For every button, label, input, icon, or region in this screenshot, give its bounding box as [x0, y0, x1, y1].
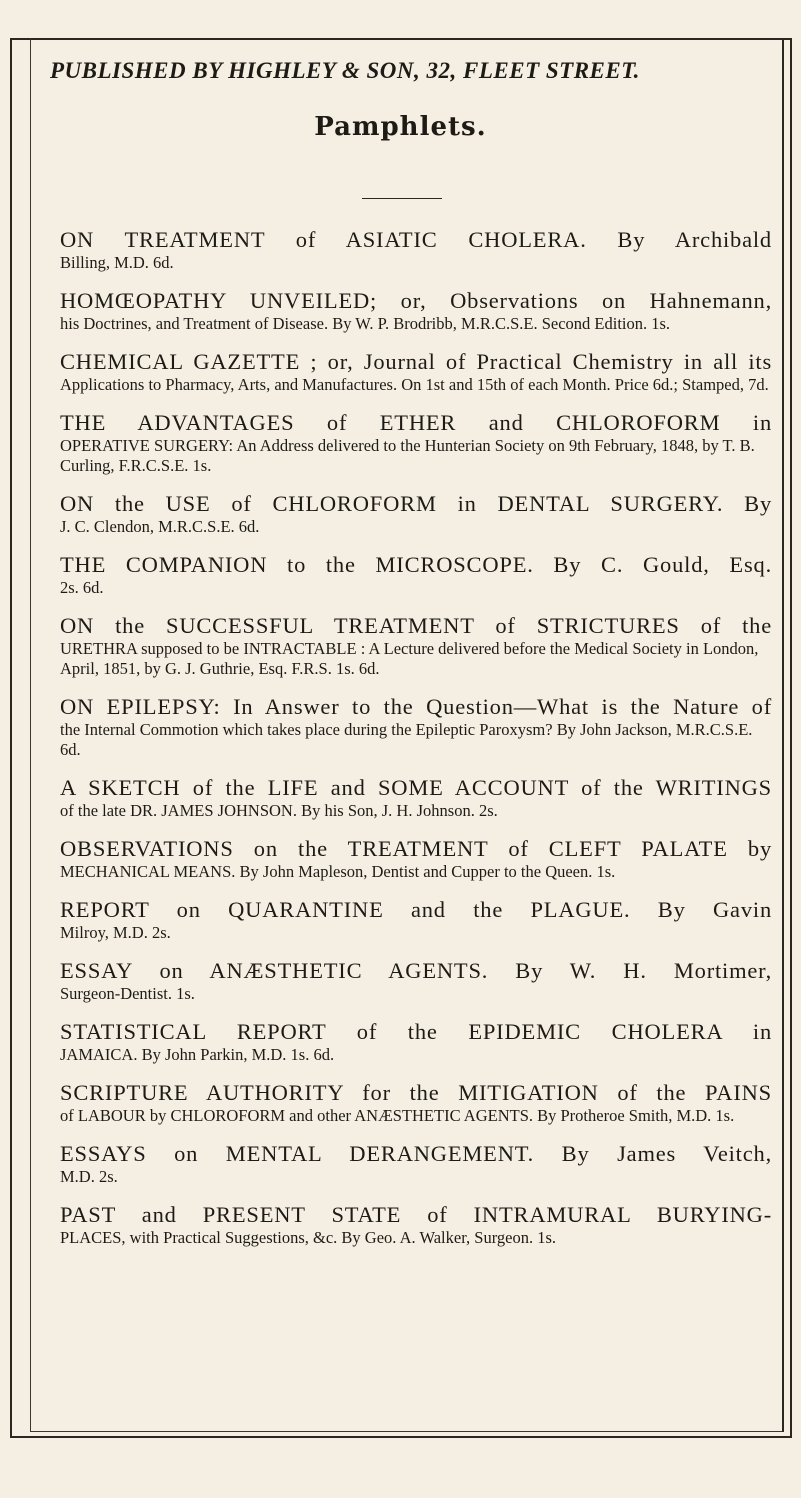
publisher-header: PUBLISHED BY HIGHLEY & SON, 32, FLEET STREET.	[50, 58, 640, 83]
entry-title: CHEMICAL GAZETTE ; or, Journal of Practical Chemistry in all its	[60, 349, 772, 374]
list-item	[60, 693, 772, 760]
list-item	[60, 835, 772, 882]
entry-detail: Applications to Pharmacy, Arts, and Manufactures. On 1st and 15th of each Month. Price 6d.; Stamped, 7d.	[60, 375, 769, 394]
entry-detail: of the late DR. JAMES JOHNSON. By his Son, J. H. Johnson. 2s.	[60, 801, 498, 820]
entry-title: ESSAY on ANÆSTHETIC AGENTS. By W. H. Mortimer,	[60, 958, 772, 983]
entry-detail: OPERATIVE SURGERY: An Address delivered to the Hunterian Society on 9th February, 1848, by T. B. Curling, F.R.C.S.E. 1s.	[60, 436, 755, 475]
entry-title: ON the SUCCESSFUL TREATMENT of STRICTURES of the	[60, 613, 772, 638]
title-divider	[362, 198, 442, 199]
list-item	[60, 612, 772, 679]
list-item	[60, 551, 772, 598]
pamphlet-list	[60, 226, 772, 1262]
entry-detail: 2s. 6d.	[60, 578, 104, 597]
entry-detail: of LABOUR by CHLOROFORM and other ANÆSTHETIC AGENTS. By Protheroe Smith, M.D. 1s.	[60, 1106, 735, 1125]
section-title: Pamphlets.	[314, 112, 487, 142]
entry-detail: M.D. 2s.	[60, 1167, 118, 1186]
entry-detail: PLACES, with Practical Suggestions, &c. By Geo. A. Walker, Surgeon. 1s.	[60, 1228, 557, 1247]
list-item	[60, 1140, 772, 1187]
list-item	[60, 774, 772, 821]
list-item	[60, 490, 772, 537]
list-item	[60, 1018, 772, 1065]
entry-title: ESSAYS on MENTAL DERANGEMENT. By James Veitch,	[60, 1141, 772, 1166]
entry-detail: URETHRA supposed to be INTRACTABLE : A Lecture delivered before the Medical Society in London, April, 1851, by G. J. Guthrie, Esq. F.R.S. 1s. 6d.	[60, 639, 759, 678]
entry-title: REPORT on QUARANTINE and the PLAGUE. By Gavin	[60, 897, 772, 922]
entry-title: THE ADVANTAGES of ETHER and CHLOROFORM in	[60, 410, 772, 435]
entry-title: ON the USE of CHLOROFORM in DENTAL SURGERY. By	[60, 491, 772, 516]
entry-title: ON TREATMENT of ASIATIC CHOLERA. By Archibald	[60, 227, 772, 252]
entry-title: SCRIPTURE AUTHORITY for the MITIGATION of the PAINS	[60, 1080, 772, 1105]
entry-title: PAST and PRESENT STATE of INTRAMURAL BURYING-	[60, 1202, 772, 1227]
entry-title: THE COMPANION to the MICROSCOPE. By C. Gould, Esq.	[60, 552, 772, 577]
entry-title: OBSERVATIONS on the TREATMENT of CLEFT PALATE by	[60, 836, 772, 861]
list-item	[60, 348, 772, 395]
entry-title: STATISTICAL REPORT of the EPIDEMIC CHOLERA in	[60, 1019, 772, 1044]
list-item	[60, 896, 772, 943]
list-item	[60, 287, 772, 334]
list-item	[60, 1079, 772, 1126]
list-item	[60, 409, 772, 476]
entry-detail: his Doctrines, and Treatment of Disease. By W. P. Brodribb, M.R.C.S.E. Second Edition. 1s.	[60, 314, 671, 333]
list-item	[60, 957, 772, 1004]
list-item	[60, 1201, 772, 1248]
entry-detail: MECHANICAL MEANS. By John Mapleson, Dentist and Cupper to the Queen. 1s.	[60, 862, 616, 881]
entry-detail: Surgeon-Dentist. 1s.	[60, 984, 195, 1003]
entry-title: ON EPILEPSY: In Answer to the Question—What is the Nature of	[60, 694, 772, 719]
entry-title: A SKETCH of the LIFE and SOME ACCOUNT of the WRITINGS	[60, 775, 772, 800]
entry-detail: JAMAICA. By John Parkin, M.D. 1s. 6d.	[60, 1045, 335, 1064]
entry-detail: the Internal Commotion which takes place during the Epileptic Paroxysm? By John Jackson, M.R.C.S.E. 6d.	[60, 720, 753, 759]
entry-detail: Milroy, M.D. 2s.	[60, 923, 171, 942]
entry-title: HOMŒOPATHY UNVEILED; or, Observations on Hahnemann,	[60, 288, 772, 313]
entry-detail: Billing, M.D. 6d.	[60, 253, 174, 272]
list-item	[60, 226, 772, 273]
entry-detail: J. C. Clendon, M.R.C.S.E. 6d.	[60, 517, 260, 536]
